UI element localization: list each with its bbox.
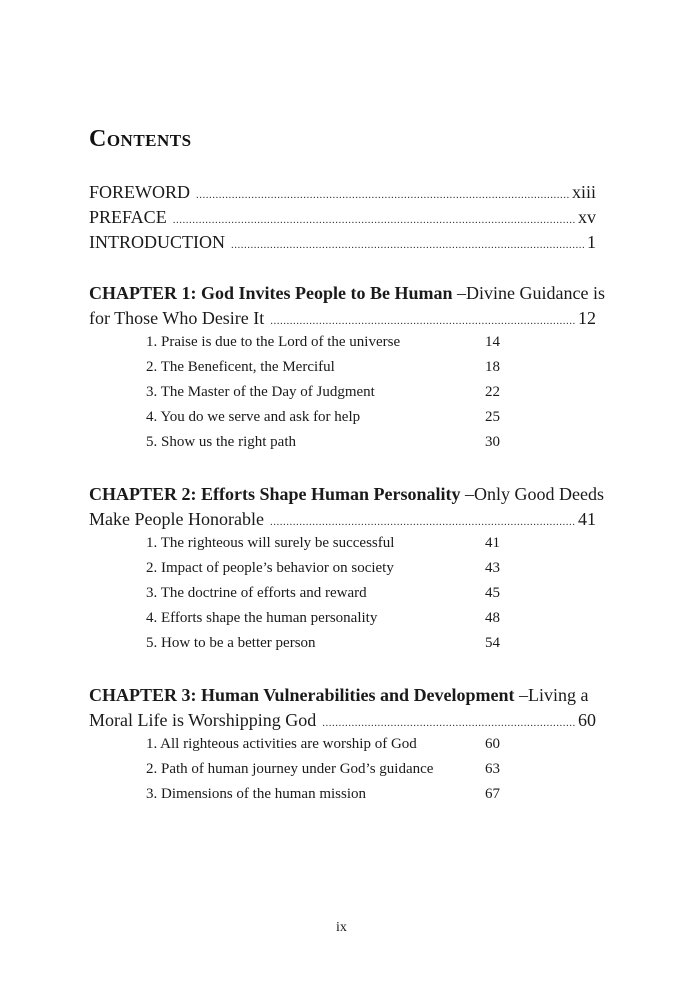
section-entry[interactable]: 1. All righteous activities are worship of God (146, 736, 417, 752)
section-entry[interactable]: 3. The Master of the Day of Judgment (146, 384, 375, 400)
entry-label: PREFACE (89, 207, 167, 227)
section-page: 60 (485, 736, 500, 752)
section-entry[interactable]: 3. Dimensions of the human mission (146, 786, 366, 802)
section-page: 22 (485, 384, 500, 400)
entry-page: 60 (578, 710, 596, 730)
entry-label: Make People Honorable (89, 509, 264, 529)
chapter-2-heading[interactable] (89, 484, 604, 505)
chapter-subtitle: –Divine Guidance is (452, 283, 605, 303)
section-entry[interactable]: 3. The doctrine of efforts and reward (146, 585, 367, 601)
chapter-subtitle: –Living a (514, 685, 589, 705)
section-page: 14 (485, 334, 500, 350)
section-page: 63 (485, 761, 500, 777)
section-page: 18 (485, 359, 500, 375)
entry-page: 41 (578, 509, 596, 529)
chapter-3-entry[interactable] (89, 710, 596, 731)
dot-leader (196, 189, 570, 201)
section-page: 41 (485, 535, 500, 551)
toc-entry-preface[interactable] (89, 207, 596, 228)
section-entry[interactable]: 1. Praise is due to the Lord of the universe (146, 334, 401, 350)
entry-page: xv (578, 207, 596, 227)
section-entry[interactable]: 5. How to be a better person (146, 635, 316, 651)
chapter-2-entry[interactable] (89, 509, 596, 530)
page-number: ix (336, 920, 347, 935)
toc-entry-introduction[interactable] (89, 232, 596, 253)
section-page: 48 (485, 610, 500, 626)
section-entry[interactable]: 5. Show us the right path (146, 434, 296, 450)
section-page: 25 (485, 409, 500, 425)
dot-leader (173, 214, 576, 226)
chapter-title: CHAPTER 3: Human Vulnerabilities and Development (89, 685, 515, 705)
page-title: Contents (89, 126, 192, 152)
chapter-title: CHAPTER 1: God Invites People to Be Human (89, 283, 453, 303)
section-entry[interactable]: 4. Efforts shape the human personality (146, 610, 378, 626)
section-entry[interactable]: 2. The Beneficent, the Merciful (146, 359, 335, 375)
section-page: 67 (485, 786, 500, 802)
dot-leader (270, 315, 576, 327)
entry-page: xiii (571, 182, 596, 202)
section-page: 54 (485, 635, 500, 651)
section-page: 43 (485, 560, 500, 576)
section-page: 30 (485, 434, 500, 450)
section-entry[interactable]: 4. You do we serve and ask for help (146, 409, 361, 425)
dot-leader (231, 239, 585, 251)
chapter-1-entry[interactable] (89, 308, 596, 329)
entry-page: 12 (578, 308, 596, 328)
entry-label: for Those Who Desire It (89, 308, 265, 328)
chapter-3-heading[interactable] (89, 685, 589, 706)
section-page: 45 (485, 585, 500, 601)
chapter-title: CHAPTER 2: Efforts Shape Human Personality (89, 484, 461, 504)
chapter-subtitle: –Only Good Deeds (460, 484, 604, 504)
chapter-1-heading[interactable] (89, 283, 605, 304)
dot-leader (322, 717, 576, 729)
section-entry[interactable]: 2. Impact of people’s behavior on society (146, 560, 394, 576)
dot-leader (270, 516, 576, 528)
entry-page: 1 (587, 232, 596, 252)
section-entry[interactable]: 1. The righteous will surely be successful (146, 535, 395, 551)
entry-label: INTRODUCTION (89, 232, 225, 252)
toc-entry-foreword[interactable] (89, 182, 596, 203)
entry-label: Moral Life is Worshipping God (89, 710, 317, 730)
entry-label: FOREWORD (89, 182, 191, 202)
section-entry[interactable]: 2. Path of human journey under God’s guidance (146, 761, 434, 777)
